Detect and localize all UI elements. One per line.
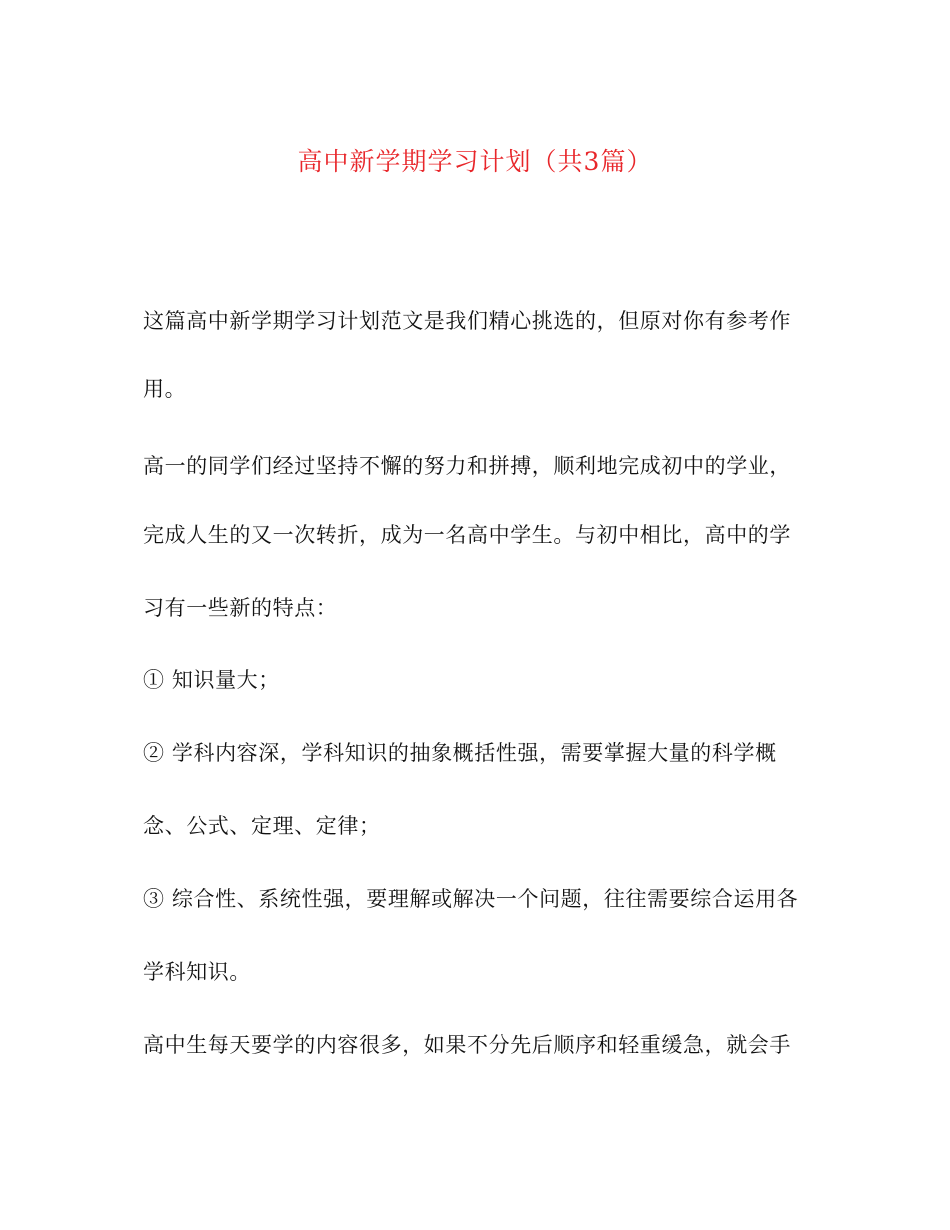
body-line: 习有一些新的特点： [143, 596, 338, 620]
body-line: 高中生每天要学的内容很多，如果不分先后顺序和轻重缓急，就会手 [143, 1033, 791, 1057]
body-line: 念、公式、定理、定律； [143, 814, 381, 838]
document-title: 高中新学期学习计划（共3篇） [297, 147, 653, 176]
body-line: 完成人生的又一次转折，成为一名高中学生。与初中相比，高中的学 [143, 523, 791, 547]
list-item-3: ③ 综合性、系统性强，要理解或解决一个问题，往往需要综合运用各 [143, 887, 799, 911]
body-line: 高一的同学们经过坚持不懈的努力和拼搏，顺利地完成初中的学业， [143, 454, 791, 478]
body-line: 用。 [143, 377, 187, 401]
body-line: 学科知识。 [143, 960, 251, 984]
list-item-2: ② 学科内容深，学科知识的抽象概括性强，需要掌握大量的科学概 [143, 741, 777, 765]
list-item-1: ① 知识量大； [143, 668, 280, 692]
body-line: 这篇高中新学期学习计划范文是我们精心挑选的，但原对你有参考作 [143, 309, 791, 333]
